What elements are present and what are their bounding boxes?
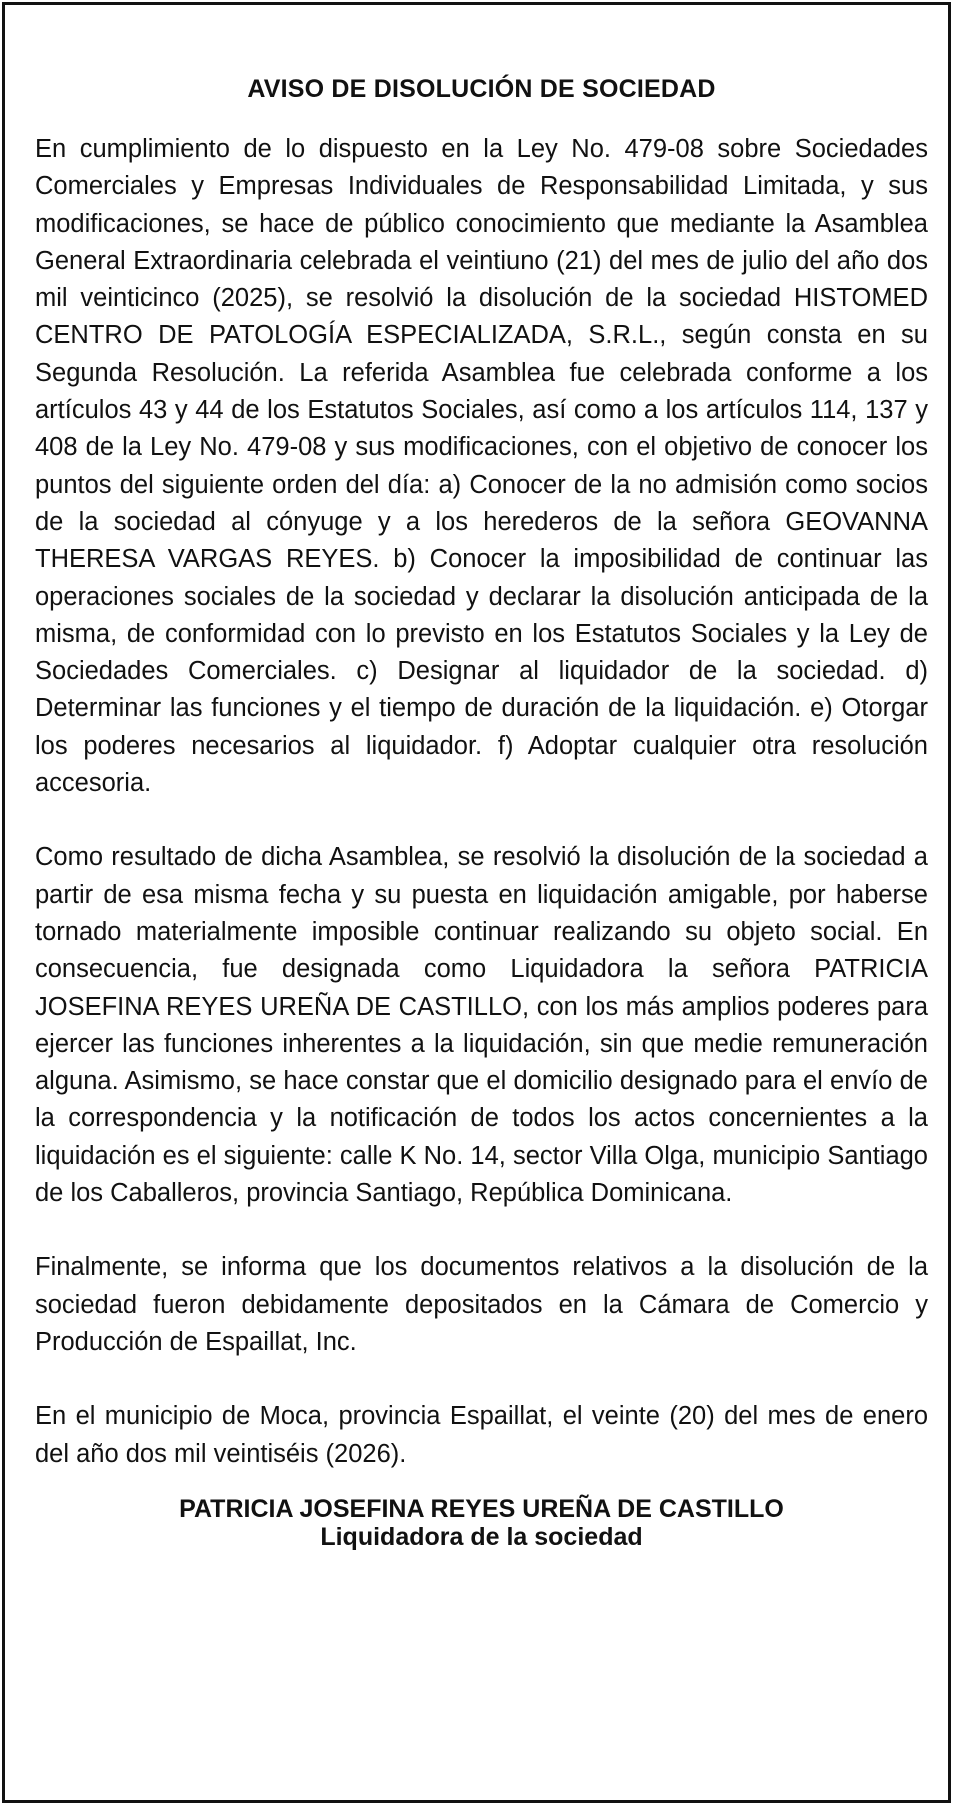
notice-content	[35, 65, 928, 1551]
signature-role: Liquidadora de la sociedad	[320, 1522, 643, 1551]
paragraph-resolution: Como resultado de dicha Asamblea, se resolvió la disolución de la sociedad a partir de esa misma fecha y su puesta en liquidación amigable, por haberse tornado materialmente imposible continuar realizando su objeto social. En consecuencia, fue designada como Liquidadora la señora PATRICIA JOSEFINA REYES UREÑA DE CASTILLO, con los más amplios poderes para ejercer las funciones inherentes a la liquidación, sin que medie remuneración alguna. Asimismo, se hace constar que el domicilio designado para el envío de la correspondencia y la notificación de todos los actos concernientes a la liquidación es el siguiente: calle K No. 14, sector Villa Olga, municipio Santiago de los Caballeros, provincia Santiago, República Dominicana.	[35, 843, 928, 1208]
paragraph-legal-basis: En cumplimiento de lo dispuesto en la Ley No. 479-08 sobre Sociedades Comerciales y Empresas Individuales de Responsabilidad Limitada, y sus modificaciones, se hace de público conocimiento que mediante la Asamblea General Extraordinaria celebrada el veintiuno (21) del mes de julio del año dos mil veinticinco (2025), se resolvió la disolución de la sociedad HISTOMED CENTRO DE PATOLOGÍA ESPECIALIZADA, S.R.L., según consta en su Segunda Resolución. La referida Asamblea fue celebrada conforme a los artículos 43 y 44 de los Estatutos Sociales, así como a los artículos 114, 137 y 408 de la Ley No. 479-08 y sus modificaciones, con el objetivo de conocer los puntos del siguiente orden del día: a) Conocer de la no admisión como socios de la sociedad al cónyuge y a los herederos de la señora GEOVANNA THERESA VARGAS REYES. b) Conocer la imposibilidad de continuar las operaciones sociales de la sociedad y declarar la disolución anticipada de la misma, de conformidad con lo previsto en los Estatutos Sociales y la Ley de Sociedades Comerciales. c) Designar al liquidador de la sociedad. d) Determinar las funciones y el tiempo de duración de la liquidación. e) Otorgar los poderes necesarios al liquidador. f) Adoptar cualquier otra resolución accesoria.	[35, 135, 928, 798]
notice-title: AVISO DE DISOLUCIÓN DE SOCIEDAD	[247, 75, 716, 103]
signature-block	[35, 1495, 928, 1551]
paragraph-deposit: Finalmente, se informa que los documentos relativos a la disolución de la sociedad fueron debidamente depositados en la Cámara de Comercio y Producción de Espaillat, Inc.	[35, 1253, 928, 1356]
notice-frame	[2, 2, 951, 1803]
paragraph-place-date: En el municipio de Moca, provincia Espaillat, el veinte (20) del mes de enero del año dos mil veintiséis (2026).	[35, 1402, 928, 1468]
signature-name: PATRICIA JOSEFINA REYES UREÑA DE CASTILLO	[179, 1494, 784, 1523]
